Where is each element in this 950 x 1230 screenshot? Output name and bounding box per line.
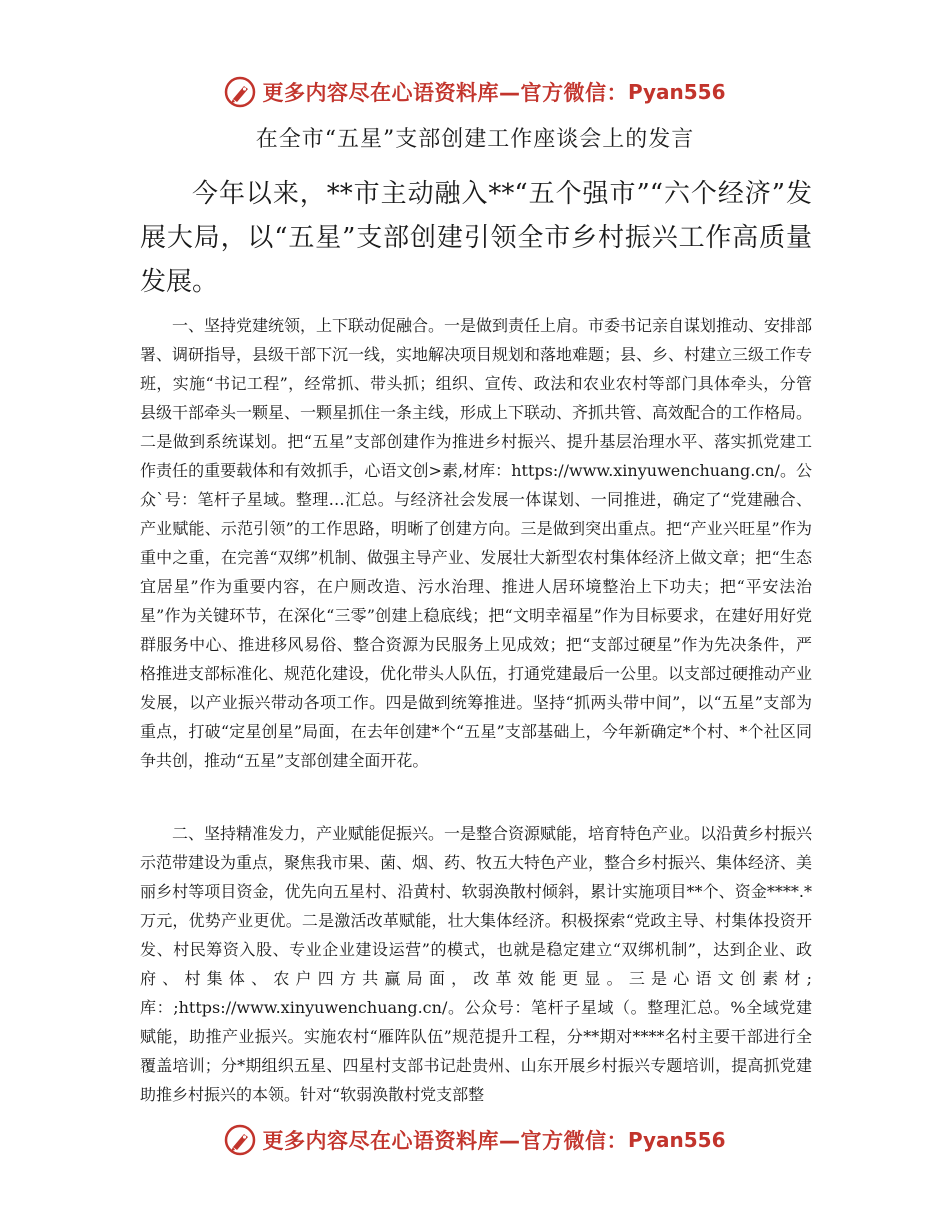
wechat-id: Pyan556 (627, 80, 726, 104)
header-banner (0, 72, 950, 112)
banner-text: 更多内容尽在心语资料库—官方微信： (262, 81, 628, 105)
document-title: 在全市“五星”支部创建工作座谈会上的发言 (255, 127, 695, 152)
wechat-id: Pyan556 (627, 1128, 726, 1152)
banner-text: 更多内容尽在心语资料库—官方微信： (262, 1129, 628, 1153)
body-paragraph-1: 一、坚持党建统领，上下联动促融合。一是做到责任上肩。市委书记亲自谋划推动、安排部署、调研指导，县级干部下沉一线，实地解决项目规划和落地难题；县、乡、村建立三级工作专班，实施“书记工程”，经常抓、带头抓；组织、宣传、政法和农业农村等部门具体牵头，分管县级干部牵头一颗星、一颗星抓住一条主线，形成上下联动、齐抓共管、高效配合的工作格局。二是做到系统谋划。把“五星”支部创建作为推进乡村振兴、提升基层治理水平、落实抓党建工作责任的重要载体和有效抓手，心语文创>素,材库：https://www.xinyuwenchuang.cn/。公众`号：笔杆子星域。整理…汇总。与经济社会发展一体谋划、一同推进，确定了“党建融合、产业赋能、示范引领”的工作思路，明晰了创建方向。三是做到突出重点。把“产业兴旺星”作为重中之重，在完善“双绑”机制、做强主导产业、发展壮大新型农村集体经济上做文章；把“生态宜居星”作为重要内容，在户厕改造、污水治理、推进人居环境整治上下功夫；把“平安法治星”作为关键环节，在深化“三零”创建上稳底线；把“文明幸福星”作为目标要求，在建好用好党群服务中心、推进移风易俗、整合资源为民服务上见成效；把“支部过硬星”作为先决条件，严格推进支部标准化、规范化建设，优化带头人队伍，打通党建最后一公里。以支部过硬推动产业发展，以产业振兴带动各项工作。四是做到统筹推进。坚持“抓两头带中间”，以“五星”支部为重点，打破“定星创星”局面，在去年创建*个“五星”支部基础上，今年新确定*个村、*个社区同争共创，推动“五星”支部创建全面开花。 (140, 316, 813, 770)
pen-nib-logo-icon (224, 1124, 256, 1156)
pen-nib-logo-icon (224, 76, 256, 108)
lead-paragraph: 今年以来，**市主动融入**“五个强市”“六个经济”发展大局，以“五星”支部创建引领全市乡村振兴工作高质量发展。 (140, 179, 812, 297)
body-paragraph-2: 二、坚持精准发力，产业赋能促振兴。一是整合资源赋能，培育特色产业。以沿黄乡村振兴示范带建设为重点，聚焦我市果、菌、烟、药、牧五大特色产业，整合乡村振兴、集体经济、美丽乡村等项目资金，优先向五星村、沿黄村、软弱涣散村倾斜，累计实施项目**个、资金****.*万元，优势产业更优。二是激活改革赋能，壮大集体经济。积极探索“党政主导、村集体投资开发、村民筹资入股、专业企业建设运营”的模式，也就是稳定建立“双绑机制”，达到企业、政府、村集体、农户四方共赢局面，改革效能更显。三是心语文创素材;库：;https://www.xinyuwenchuang.cn/。公众号：笔杆子星域（。整理汇总。%全域党建赋能，助推产业振兴。实施农村“雁阵队伍”规范提升工程，分**期对****名村主要干部进行全覆盖培训；分*期组织五星、四星村支部书记赴贵州、山东开展乡村振兴专题培训，提高抓党建助推乡村振兴的本领。针对“软弱涣散村党支部整 (140, 824, 813, 1104)
footer-banner (0, 1120, 950, 1160)
